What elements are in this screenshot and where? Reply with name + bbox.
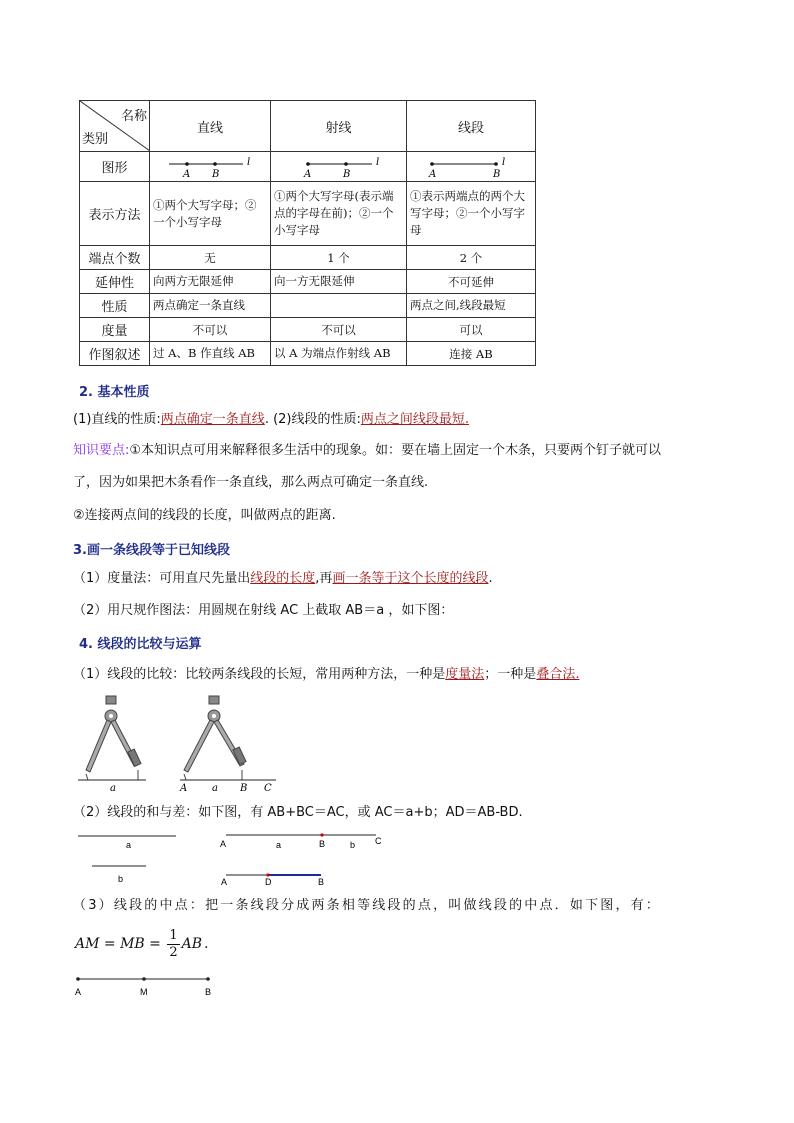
fraction	[167, 928, 179, 961]
fig-label-b: B	[212, 168, 220, 179]
figure-line-cell	[150, 152, 271, 182]
sec2-paragraph-3: ②连接两点间的线段的长度，叫做两点的距离.	[73, 508, 336, 523]
table-cell: 不可延伸	[407, 270, 536, 294]
label-A: A	[75, 987, 82, 997]
highlight-text: 叠合法.	[536, 667, 580, 682]
compass-figures	[76, 694, 280, 794]
fig-label-b: B	[493, 168, 501, 179]
section-4-title: 4. 线段的比较与运算	[79, 637, 202, 652]
sec3-paragraph-2: （2）用尺规作图法：用圆规在射线 AC 上截取 AB＝a ，如下图：	[73, 603, 454, 618]
compass-icon-left	[86, 696, 141, 780]
line-figure	[165, 155, 255, 179]
table-cell: ①两个大写字母(表示端点的字母在前)；②一个小写字母	[271, 182, 407, 246]
sec4-paragraph-1	[73, 665, 579, 685]
label-a: a	[212, 783, 218, 794]
label-a: a	[126, 840, 132, 850]
label-D: D	[265, 877, 272, 887]
compass-icon-right	[184, 696, 246, 780]
table-cell: 连接 AB	[407, 342, 536, 366]
row-header-figure: 图形	[80, 152, 150, 182]
col-header-segment: 线段	[407, 101, 536, 152]
highlight-text: 线段的长度	[250, 571, 316, 586]
row-header-notation: 表示方法	[80, 182, 150, 246]
label-a: a	[110, 783, 116, 794]
highlight-text: 两点之间线段最短.	[360, 412, 470, 427]
row-header-construction: 作图叙述	[80, 342, 150, 366]
table-cell: 向两方无限延伸	[150, 270, 271, 294]
table-cell: 两点确定一条直线	[150, 294, 271, 318]
label-B: B	[318, 877, 325, 887]
text: （1）度量法：可用直尺先量出	[73, 571, 251, 586]
sec4-paragraph-3: （3）线段的中点：把一条线段分成两条相等线段的点，叫做线段的中点．如下图，有：	[73, 898, 662, 913]
label-B: B	[205, 987, 212, 997]
table-cell: 以 A 为端点作射线 AB	[271, 342, 407, 366]
figure-ray-cell	[271, 152, 407, 182]
label-A: A	[180, 783, 188, 794]
fig-label-l: l	[375, 156, 379, 168]
text: (1)直线的性质:	[73, 412, 161, 427]
text: ；一种是	[484, 667, 537, 682]
comparison-table	[79, 100, 536, 366]
label-B: B	[319, 839, 326, 849]
text: ①本知识点可用来解释很多生活中的现象。如：要在墙上固定一个木条，只要两个钉子就可以	[129, 443, 662, 458]
sec2-paragraph-1	[73, 410, 469, 430]
row-header-measure: 度量	[80, 318, 150, 342]
table-cell: ①表示两端点的两个大写字母；②一个小写字母	[407, 182, 536, 246]
label-C: C	[375, 836, 382, 846]
fig-label-b: B	[342, 168, 350, 179]
table-cell: 向一方无限延伸	[271, 270, 407, 294]
label-b: b	[118, 874, 124, 884]
numerator: 1	[169, 927, 178, 943]
label-C: C	[264, 783, 272, 794]
sec3-paragraph-1	[73, 569, 493, 589]
label-A: A	[220, 839, 227, 849]
fig-label-a: A	[303, 168, 311, 179]
formula-lhs: AM = MB =	[75, 936, 166, 952]
text: （1）线段的比较：比较两条线段的长短，常用两种方法，一种是	[73, 667, 446, 682]
corner-bottom-label: 类别	[82, 132, 109, 147]
corner-top-label: 名称	[120, 109, 147, 124]
table-cell: 可以	[407, 318, 536, 342]
figure-segment-cell	[407, 152, 536, 182]
fig-label-l: l	[502, 156, 506, 168]
table-cell: 不可以	[150, 318, 271, 342]
table-cell	[271, 294, 407, 318]
table-corner-cell	[80, 101, 150, 152]
sec2-key-points	[73, 441, 661, 461]
highlight-text: 画一条等于这个长度的线段	[332, 571, 489, 586]
text: ,再	[315, 571, 333, 586]
label-M: M	[140, 987, 148, 997]
table-cell: 无	[150, 246, 271, 270]
midpoint-figure	[74, 972, 224, 1000]
formula-end: .	[204, 936, 209, 952]
table-cell: 1 个	[271, 246, 407, 270]
fig-label-a: A	[429, 168, 437, 179]
sec4-paragraph-2: （2）线段的和与差：如下图，有 AB+BC＝AC，或 AC＝a+b；AD＝AB-BD.	[73, 805, 523, 820]
ray-figure	[294, 155, 384, 179]
row-header-endpoints: 端点个数	[80, 246, 150, 270]
key-point-label: 知识要点:	[73, 443, 130, 458]
highlight-text: 两点确定一条直线	[160, 412, 265, 427]
denominator: 2	[169, 944, 178, 960]
section-3-title: 3.画一条线段等于已知线段	[73, 543, 230, 558]
table-cell: 过 A、B 作直线 AB	[150, 342, 271, 366]
row-header-property: 性质	[80, 294, 150, 318]
text: .	[488, 571, 493, 586]
row-header-extension: 延伸性	[80, 270, 150, 294]
highlight-text: 度量法	[445, 667, 485, 682]
section-2-title: 2. 基本性质	[79, 385, 150, 400]
table-cell: 2 个	[407, 246, 536, 270]
segment-figure	[426, 155, 516, 179]
formula-rhs: AB	[181, 936, 203, 952]
table-cell: 两点之间,线段最短	[407, 294, 536, 318]
label-B: B	[240, 783, 248, 794]
midpoint-formula	[75, 924, 208, 964]
col-header-ray: 射线	[271, 101, 407, 152]
table-cell: 不可以	[271, 318, 407, 342]
segment-sum-figures	[76, 826, 396, 890]
label-a: a	[276, 840, 282, 850]
label-b: b	[350, 840, 356, 850]
fig-label-l: l	[247, 156, 251, 168]
sec2-key-points-cont: 了，因为如果把木条看作一条直线，那么两点可确定一条直线.	[73, 475, 429, 490]
label-A: A	[221, 877, 228, 887]
table-cell: ①两个大写字母；②一个小写字母	[150, 182, 271, 246]
col-header-line: 直线	[150, 101, 271, 152]
fig-label-a: A	[183, 168, 191, 179]
text: . (2)线段的性质:	[264, 412, 361, 427]
